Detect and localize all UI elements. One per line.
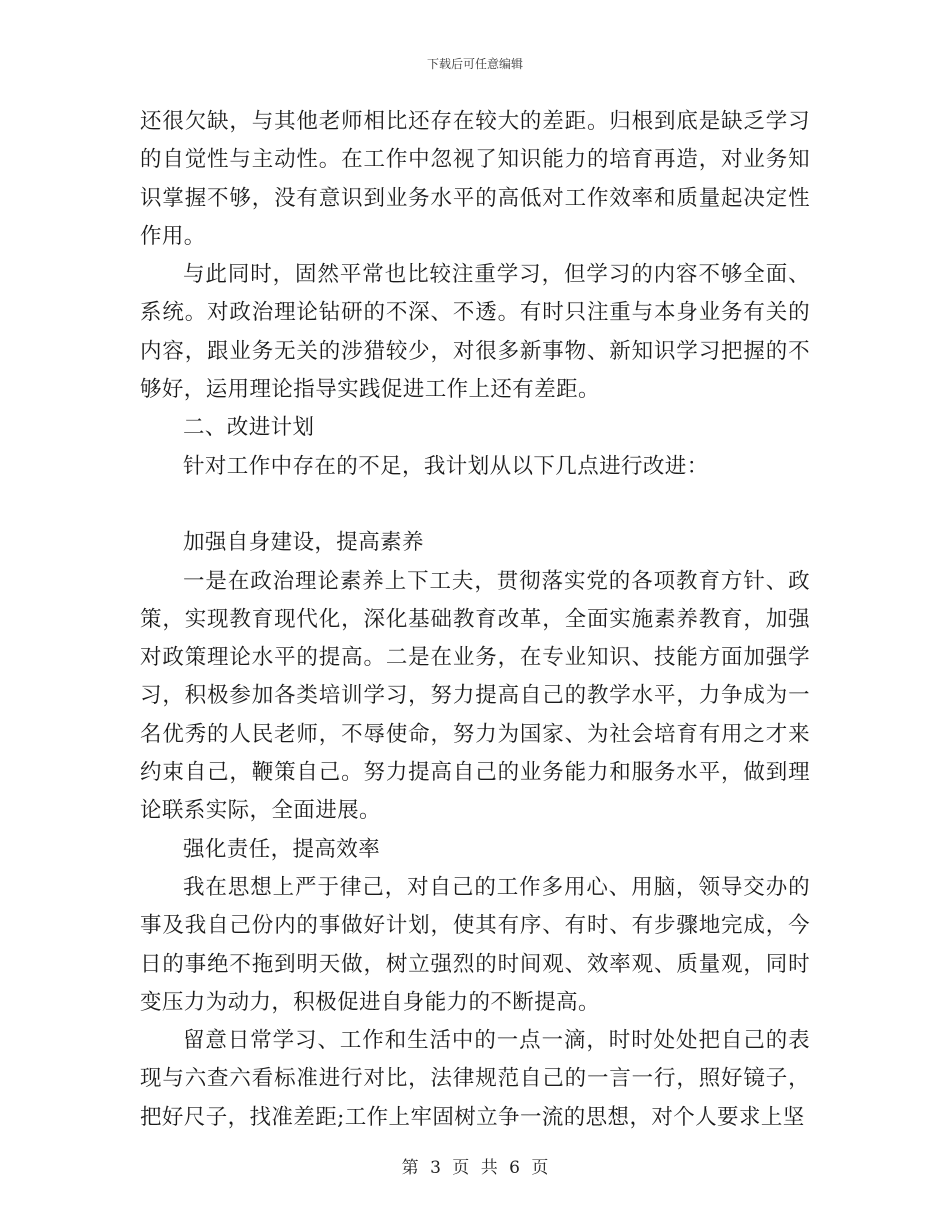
subheading-responsibility: 强化责任，提高效率 bbox=[183, 836, 381, 862]
page-header: 下载后可任意编辑 bbox=[426, 57, 523, 71]
blank-line bbox=[140, 486, 810, 524]
paragraph-self-building: 一是在政治理论素养上下工夫，贯彻落实党的各项教育方针、政策，实现教育现代化，深化基础教育改革，全面实施素养教育，加强对政策理论水平的提高。二是在业务，在专业知识、技能方面加强学习，积极参加各类培训学习，努力提高自己的教学水平，力争成为一名优秀的人民老师，不辱使命，努力为国家、为社会培育有用之才来约束自己，鞭策自己。努力提高自己的业务能力和服务水平，做到理论联系实际，全面进展。 bbox=[140, 568, 810, 824]
paragraph-responsibility: 我在思想上严于律己，对自己的工作多用心、用脑，领导交办的事及我自己份内的事做好计划，使其有序、有时、有步骤地完成，今日的事绝不拖到明天做，树立强烈的时间观、效率观、质量观，同时变压力为动力，积极促进自身能力的不断提高。 bbox=[140, 874, 810, 1015]
page-footer: 第 3 页 共 6 页 bbox=[401, 1158, 549, 1178]
paragraph-intro-plan: 针对工作中存在的不足，我计划从以下几点进行改进： bbox=[183, 453, 709, 479]
subheading-self-building: 加强自身建设，提高素养 bbox=[183, 530, 424, 556]
section-heading-improvement-plan: 二、改进计划 bbox=[183, 415, 315, 441]
paragraph-daily-attention: 留意日常学习、工作和生活中的一点一滴，时时处处把自己的表现与六查六看标准进行对比，法律规范自己的一言一行，照好镜子，把好尺子，找准差距;工作上牢固树立争一流的思想，对个人要求上坚 bbox=[140, 1028, 810, 1130]
document-body bbox=[140, 103, 810, 1137]
paragraph-continuation: 还很欠缺，与其他老师相比还存在较大的差距。归根到底是缺乏学习的自觉性与主动性。在工作中忽视了知识能力的培育再造，对业务知识掌握不够，没有意识到业务水平的高低对工作效率和质量起决定性作用。 bbox=[140, 109, 810, 249]
paragraph-learning: 与此同时，固然平常也比较注重学习，但学习的内容不够全面、系统。对政治理论钻研的不深、不透。有时只注重与本身业务有关的内容，跟业务无关的涉猎较少，对很多新事物、新知识学习把握的不够好，运用理论指导实践促进工作上还有差距。 bbox=[140, 262, 810, 403]
